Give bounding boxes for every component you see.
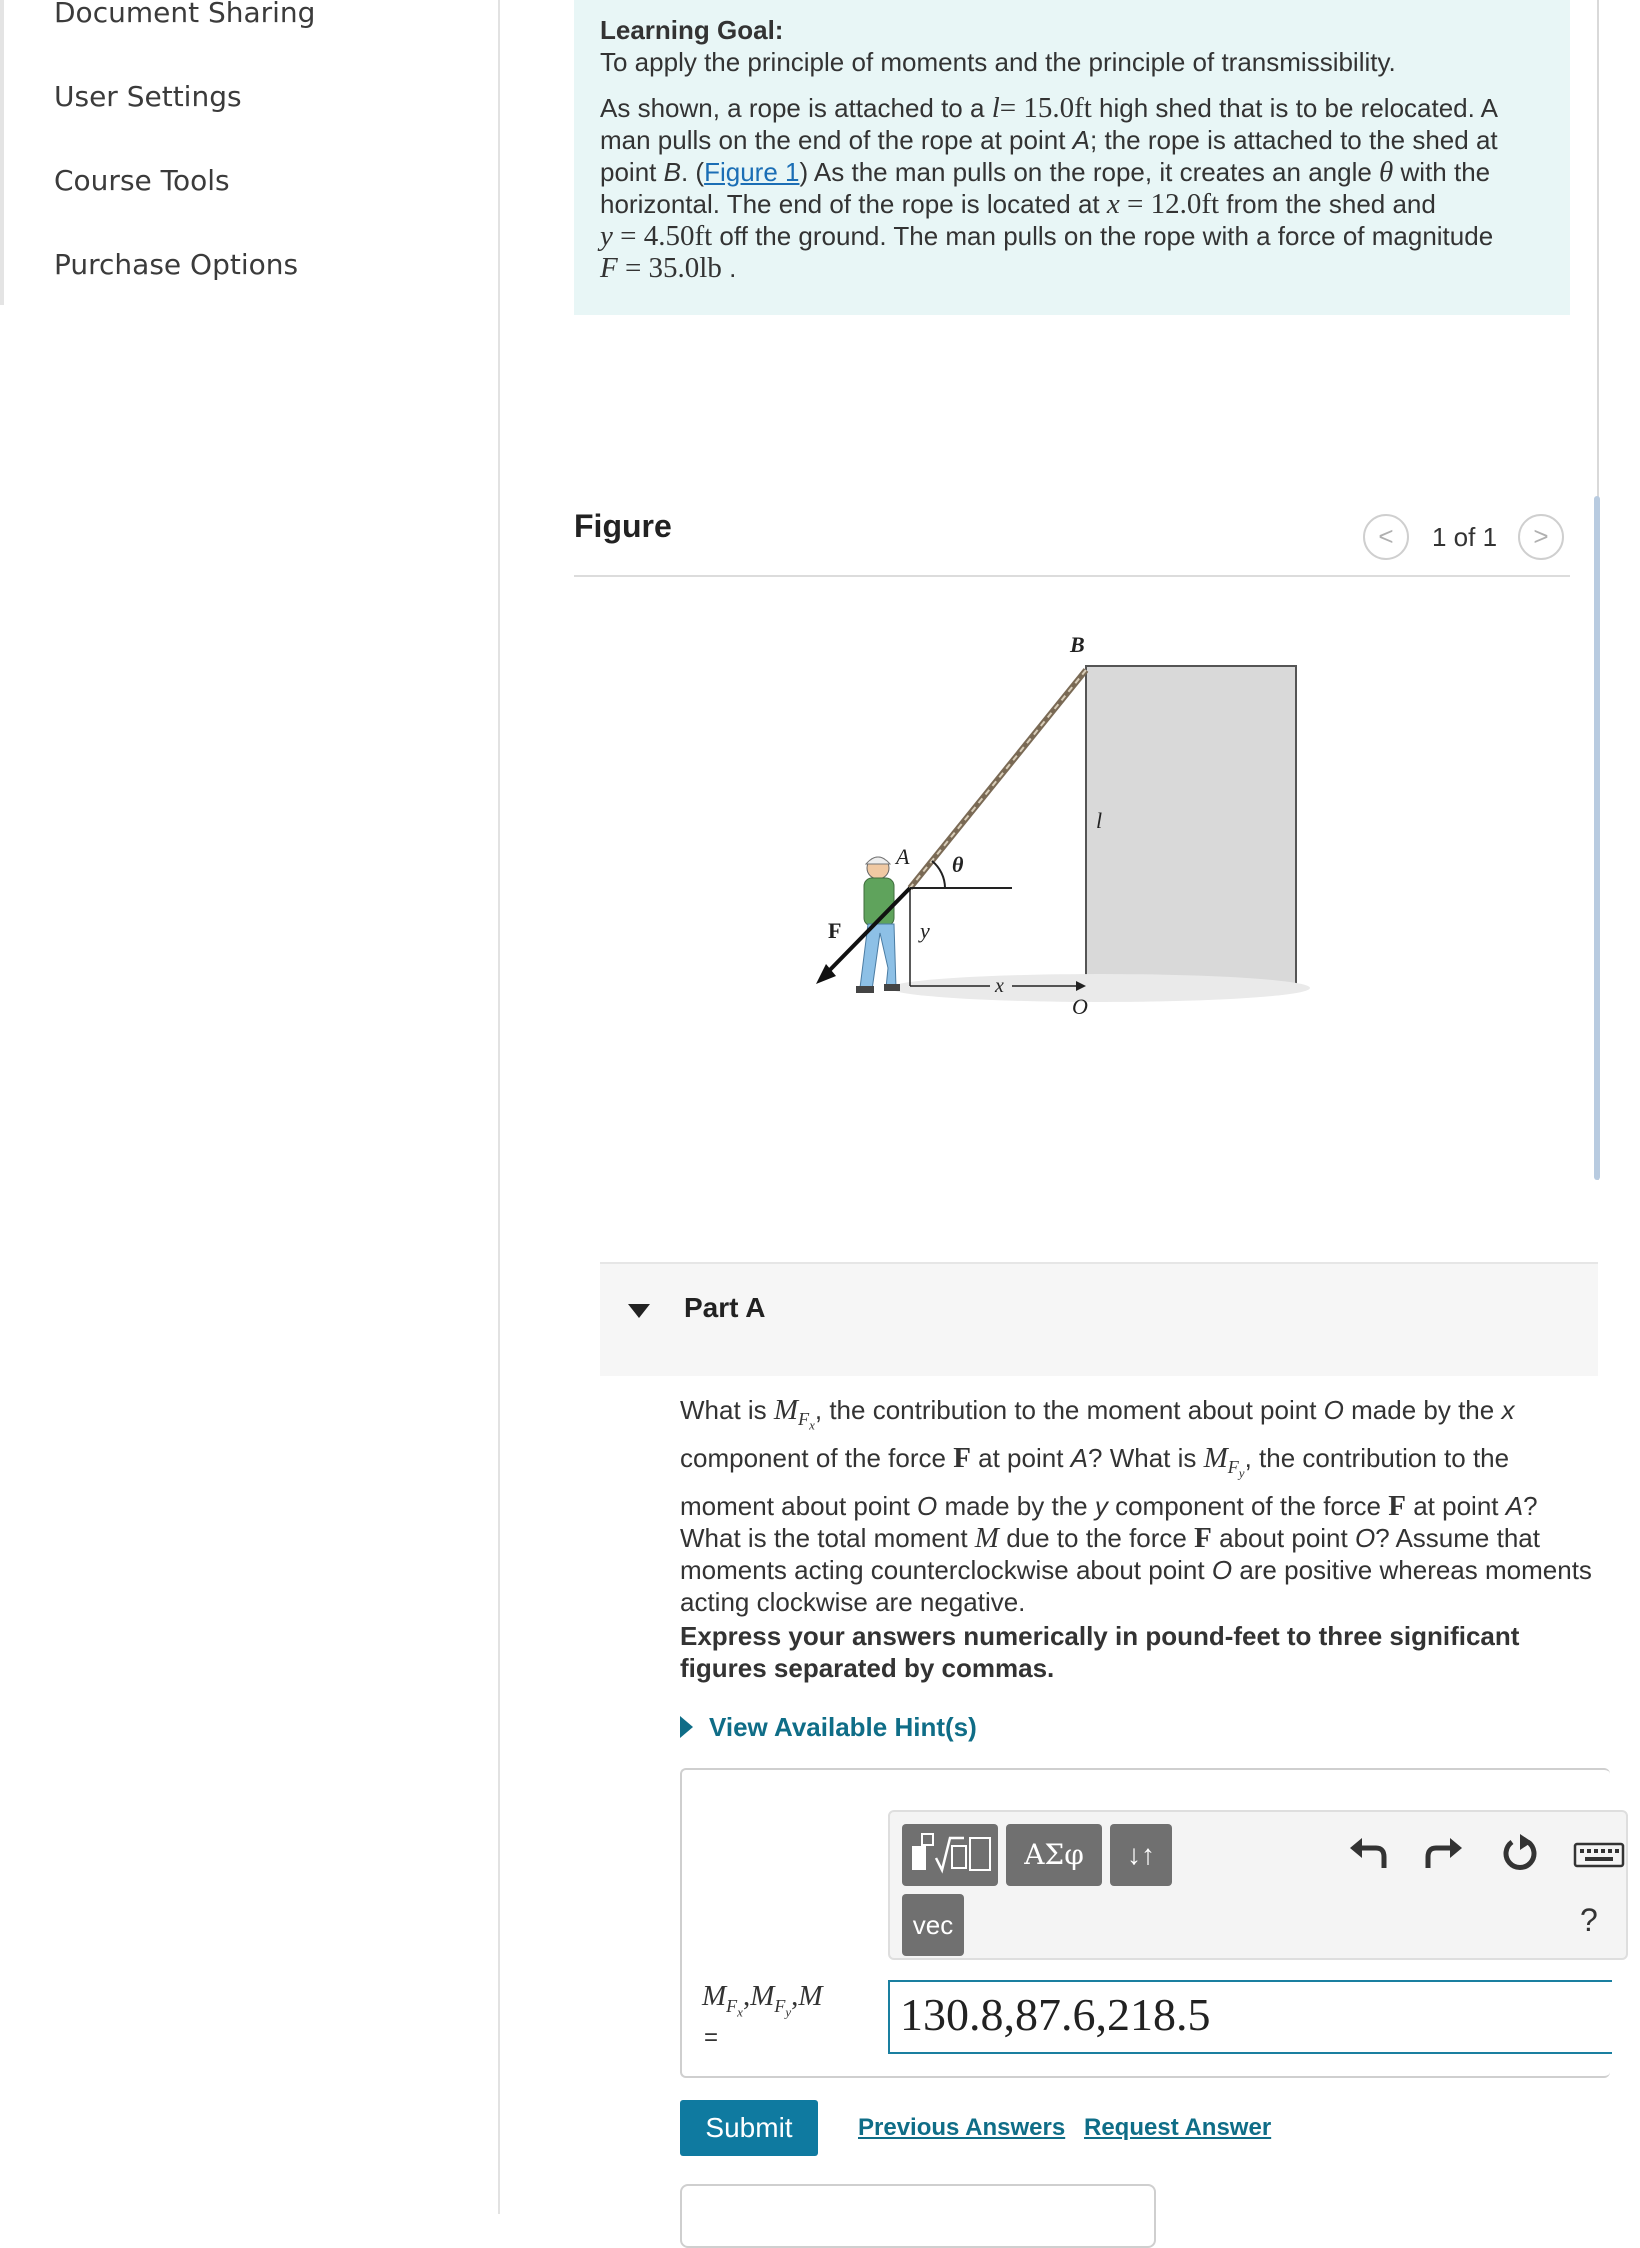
collapse-triangle-icon[interactable] (628, 1304, 650, 1318)
next-figure-button[interactable]: > (1518, 514, 1564, 560)
label-l: l (1096, 808, 1103, 833)
label-A: A (896, 844, 910, 869)
reset-icon[interactable] (1498, 1832, 1542, 1876)
label-theta: θ (952, 852, 964, 877)
figure-pager-text: 1 of 1 (1432, 522, 1498, 552)
rope (910, 670, 1086, 888)
math-toolbar (888, 1810, 1628, 1960)
label-y: y (920, 918, 930, 943)
figure-link[interactable]: Figure 1 (704, 157, 800, 187)
greek-symbols-button[interactable]: ΑΣφ (1006, 1824, 1102, 1886)
part-a-header[interactable] (600, 1262, 1598, 1376)
equals-sign: = (704, 2024, 719, 2051)
scrollbar-thumb[interactable] (1594, 496, 1600, 1180)
figure-diagram (800, 628, 1320, 1048)
sidebar-item-purchase-options[interactable]: Purchase Options (54, 248, 299, 281)
angle-arc (932, 861, 945, 888)
figure-title: Figure (574, 508, 672, 544)
vec-button[interactable]: vec (902, 1894, 964, 1956)
label-O: O (1072, 994, 1088, 1019)
view-hints-toggle[interactable]: View Available Hint(s) (680, 1712, 977, 1743)
answer-label: $M_{F_x},M_{F_y},M$ = (702, 1980, 823, 2051)
shed (1086, 666, 1296, 986)
label-x: x (995, 975, 1004, 997)
request-answer-link[interactable]: Request Answer (1084, 2114, 1272, 2141)
sidebar-item-document-sharing[interactable]: Document Sharing (54, 0, 316, 29)
sidebar (0, 0, 500, 2214)
label-B: B (1070, 632, 1085, 657)
redo-icon[interactable] (1422, 1832, 1466, 1876)
sidebar-item-course-tools[interactable]: Course Tools (54, 164, 230, 197)
question-text: What is $M_{F_x}$, the contribution to the moment about point O made by the x component of the force F at point A? What is $M_{F_y}$, the contribution to the moment about point O made by the y component of the force F at point A? What is the total moment M due to the force F about point O? Assume that moments acting counterclockwise about point O are positive whereas moments acting clockwise are negative. (680, 1394, 1592, 1617)
problem-statement: As shown, a rope is attached to a l= 15.0ft high shed that is to be relocated. A man pulls on the end of the rope at point A; the rope is attached to the shed at point B. (Figure 1) As the man pulls on the rope, it creates an angle θ with the horizontal. The end of the rope is located at x = 12.0ft from the shed and y = 4.50ft off the ground. The man pulls on the rope with a force of magnitude F = 35.0lb . (600, 92, 1498, 284)
figure-divider (574, 575, 1570, 577)
hint-triangle-icon (680, 1716, 693, 1738)
previous-answers-link[interactable]: Previous Answers (858, 2114, 1066, 2141)
help-button[interactable]: ? (1580, 1902, 1598, 1938)
feedback-box (680, 2184, 1156, 2248)
part-a-label: Part A (684, 1292, 766, 1323)
label-F: F (828, 918, 842, 943)
sidebar-item-user-settings[interactable]: User Settings (54, 80, 242, 113)
learning-goal (574, 0, 1570, 315)
submit-button[interactable]: Submit (680, 2100, 818, 2156)
goal-text: To apply the principle of moments and the principle of transmissibility. (600, 47, 1396, 77)
answer-input[interactable]: 130.8,87.6,218.5 (888, 1980, 1612, 2054)
prev-figure-button[interactable]: < (1363, 514, 1409, 560)
templates-button[interactable] (902, 1824, 998, 1886)
goal-heading: Learning Goal: (600, 15, 784, 45)
man-figure (856, 857, 900, 993)
answer-box (680, 1768, 1610, 2078)
ground-shadow (890, 974, 1310, 1002)
undo-icon[interactable] (1346, 1832, 1390, 1876)
keyboard-icon[interactable] (1572, 1832, 1626, 1876)
answer-instructions: Express your answers numerically in pound-feet to three significant figures separated by commas. (680, 1621, 1520, 1683)
arrows-button[interactable]: ↓↑ (1110, 1824, 1172, 1886)
templates-icon (902, 1824, 998, 1886)
sidebar-rail (0, 0, 4, 305)
